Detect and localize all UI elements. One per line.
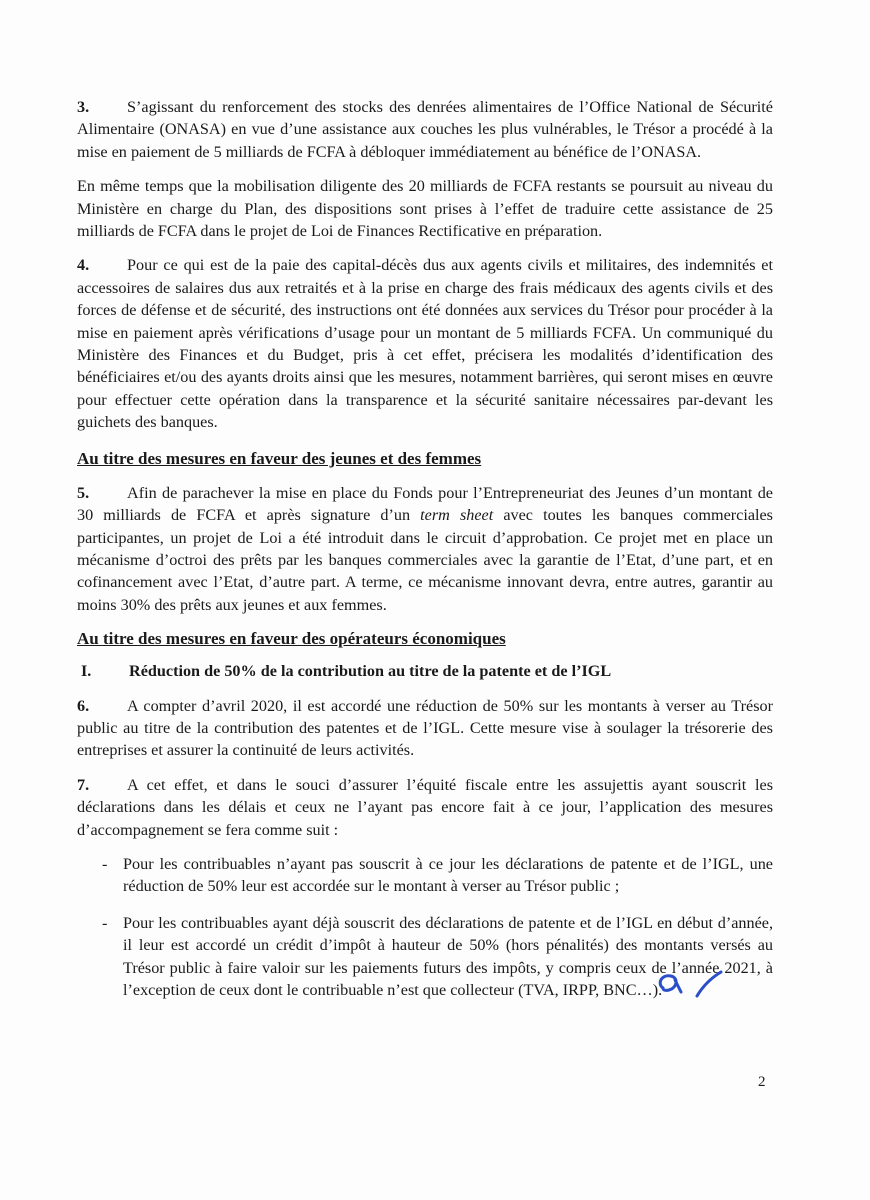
paragraph-number: 6. (77, 696, 90, 715)
subsection-heading (77, 660, 773, 682)
subsection-title: Réduction de 50% de la contribution au titre de la patente et de l’IGL (129, 662, 612, 681)
paragraph-6 (77, 695, 773, 762)
paragraph-3 (77, 96, 773, 163)
paragraph-text: A compter d’avril 2020, il est accordé une réduction de 50% sur les montants à verser au Trésor public au titre de la contribution des patentes et de l’IGL. Cette mesure vise à soulager la trésorerie des entreprises et assurer la continuité de leurs activités. (77, 696, 773, 760)
paragraph-4 (77, 254, 773, 433)
paragraph-7 (77, 774, 773, 841)
page-number: 2 (758, 1074, 766, 1090)
bullet-text: Pour les contribuables ayant déjà souscrit des déclarations de patente et de l’IGL en début d’année, il leur est accordé un crédit d’impôt à hauteur de 50% (hors pénalités) des montants versés au Trésor public à faire valoir sur les paiements futurs des impôts, y compris ceux de l’année 2021, à l’exception de ceux dont le contribuable n’est que collecteur (TVA, IRPP, BNC…). (123, 913, 773, 999)
initials-loop-stroke (660, 976, 676, 991)
bullet-item (77, 853, 773, 898)
handwritten-initials (655, 962, 725, 1010)
section-heading-operators: Au titre des mesures en faveur des opérateurs économiques (77, 629, 506, 649)
document-body (77, 96, 773, 1015)
paragraph-text: avec toutes les banques commerciales participantes, un projet de Loi a été introduit dans le circuit d’approbation. Ce projet met en place un mécanisme d’octroi des prêts par les banques commerciales avec la garantie de l’Etat, d’une part, et en cofinancement avec l’Etat, d’autre part. A terme, ce mécanisme innovant devra, entre autres, garantir au moins 30% des prêts aux jeunes et aux femmes. (77, 506, 773, 614)
paragraph-5 (77, 482, 773, 616)
paragraph-text: Pour ce qui est de la paie des capital-décès dus aux agents civils et militaires, des indemnités et accessoires de salaires dus aux retraités et à la prise en charge des frais médicaux des agents civils et des forces de défense et de sécurité, des instructions ont été données aux services du Trésor pour procéder à la mise en paiement après vérifications d’usage pour un montant de 5 milliards FCFA. Un communiqué du Ministère des Finances et du Budget, pris à cet effet, précisera les modalités d’identification des bénéficiaires et/ou des ayants droits ainsi que les mesures, notamment barrières, qui seront mises en œuvre pour effectuer cette opération dans la transparence et la sécurité sanitaire nécessaires par-devant les guichets des banques. (77, 256, 773, 432)
bullet-dash: - (102, 913, 108, 932)
paragraph-italic-term: term sheet (420, 506, 494, 525)
paragraph-text: S’agissant du renforcement des stocks des denrées alimentaires de l’Office National de Sécurité Alimentaire (ONASA) en vue d’une assistance aux couches les plus vulnérables, le Trésor a procédé à la mise en paiement de 5 milliards de FCFA à débloquer immédiatement au bénéfice de l’ONASA. (77, 98, 773, 161)
paragraph-number: 3. (77, 98, 90, 116)
paragraph-number: 4. (77, 256, 90, 275)
paragraph-3-continued (77, 175, 773, 242)
initials-slash-stroke (697, 972, 721, 996)
bullet-dash: - (102, 854, 108, 873)
paragraph-number: 5. (77, 483, 90, 502)
paragraph-text: Afin de parachever la mise en place du Fonds pour l’Entrepreneuriat des Jeunes d’un montant de 30 milliards de FCFA et après signature d’un (77, 483, 773, 525)
paragraph-text: En même temps que la mobilisation diligente des 20 milliards de FCFA restants se poursuit au niveau du Ministère en charge du Plan, des dispositions sont prises à l’effet de traduire cette assistance de 25 milliards de FCFA dans le projet de Loi de Finances Rectificative en préparation. (77, 177, 773, 241)
subsection-number: I. (81, 662, 92, 681)
bullet-text: Pour les contribuables n’ayant pas souscrit à ce jour les déclarations de patente et de l’IGL, une réduction de 50% leur est accordée sur le montant à verser au Trésor public ; (123, 854, 773, 896)
paragraph-text: A cet effet, et dans le souci d’assurer l’équité fiscale entre les assujettis ayant souscrit les déclarations dans les délais et ceux ne l’ayant pas encore fait à ce jour, l’application des mesures d’accompagnement se fera comme suit : (77, 775, 773, 839)
section-heading-youth-women: Au titre des mesures en faveur des jeunes et des femmes (77, 448, 482, 468)
paragraph-number: 7. (77, 775, 90, 794)
